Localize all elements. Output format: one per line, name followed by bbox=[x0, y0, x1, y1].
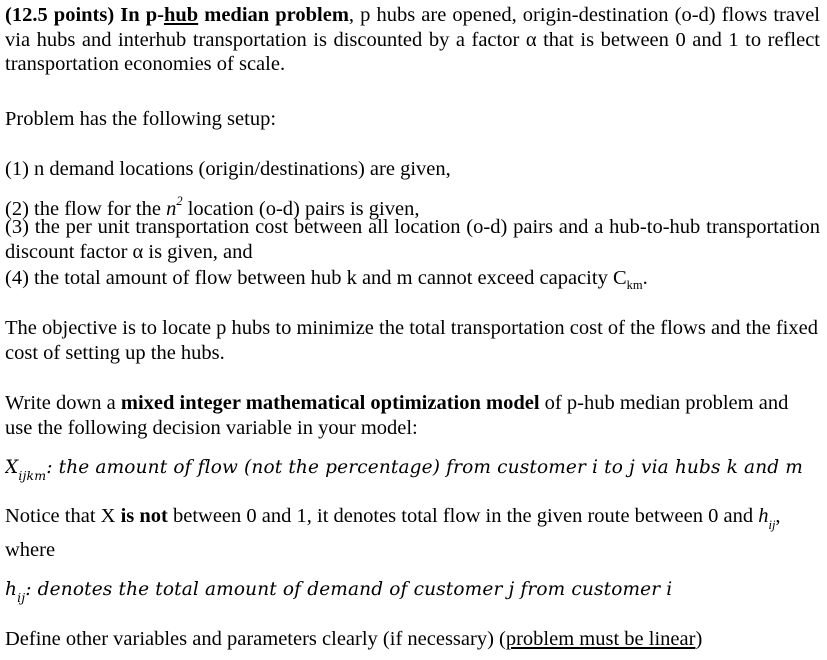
x-symbol: X bbox=[5, 457, 19, 478]
setup-heading: Problem has the following setup: bbox=[5, 108, 277, 130]
model-type-bold: mixed integer mathematical optimization model bbox=[120, 392, 540, 414]
points-label: (12.5 points) In p-hub median problem bbox=[5, 4, 349, 26]
hub-word: hub bbox=[163, 4, 199, 26]
closing-line: Define other variables and parameters clearly (if necessary) (problem must be linear) bbox=[5, 628, 703, 650]
setup-item-4: (4) the total amount of flow between hub k and m cannot exceed capacity $C_{km}$. bbox=[5, 267, 648, 292]
h-symbol: h bbox=[5, 579, 18, 600]
capacity-subscript: km bbox=[626, 278, 643, 292]
intro-paragraph bbox=[5, 3, 820, 77]
h-subscript-inline: ij bbox=[768, 518, 776, 532]
instruction-paragraph: Write down a mixed integer mathematical optimization model of p-hub median problem and use the following decision variable in your model: bbox=[5, 392, 789, 439]
x-description: : the amount of flow (not the percentage) from customer i to j via hubs k and m bbox=[46, 457, 803, 478]
objective-paragraph: The objective is to locate p hubs to minimize the total transportation cost of the flows and the fixed cost of setting up the hubs. bbox=[5, 317, 818, 364]
n-squared-exponent: 2 bbox=[176, 194, 183, 208]
h-subscript: ij bbox=[17, 590, 26, 605]
decision-variable-definition bbox=[5, 456, 827, 489]
h-symbol-inline: h bbox=[758, 505, 769, 527]
n-variable: $n^2$ bbox=[166, 194, 183, 220]
notice-paragraph: Notice that X is not between 0 and 1, it denotes total flow in the given route between 0 and $h_{ij}$, where bbox=[5, 505, 781, 561]
intro-text: , p hubs are opened, origin-destination (o-d) flows travel via hubs and interhub transportation is discounted by a factor α that is between 0 and 1 to reflect transportation economies of scale. bbox=[5, 4, 821, 75]
h-definition bbox=[5, 578, 820, 611]
setup-item-2: (2) the flow for the $n^2$ location (o-d) pairs is given, bbox=[5, 194, 420, 220]
h-description: : denotes the total amount of demand of customer j from customer i bbox=[25, 579, 673, 600]
x-subscript: ijkm bbox=[18, 468, 47, 483]
setup-item-1: (1) n demand locations (origin/destinations) are given, bbox=[5, 158, 451, 180]
is-not-bold: is not bbox=[120, 505, 168, 527]
setup-item-3: (3) the per unit transportation cost between all location (o-d) pairs and a hub-to-hub transportation discount factor α is given, and bbox=[5, 216, 820, 263]
linear-requirement: problem must be linear bbox=[505, 628, 696, 650]
